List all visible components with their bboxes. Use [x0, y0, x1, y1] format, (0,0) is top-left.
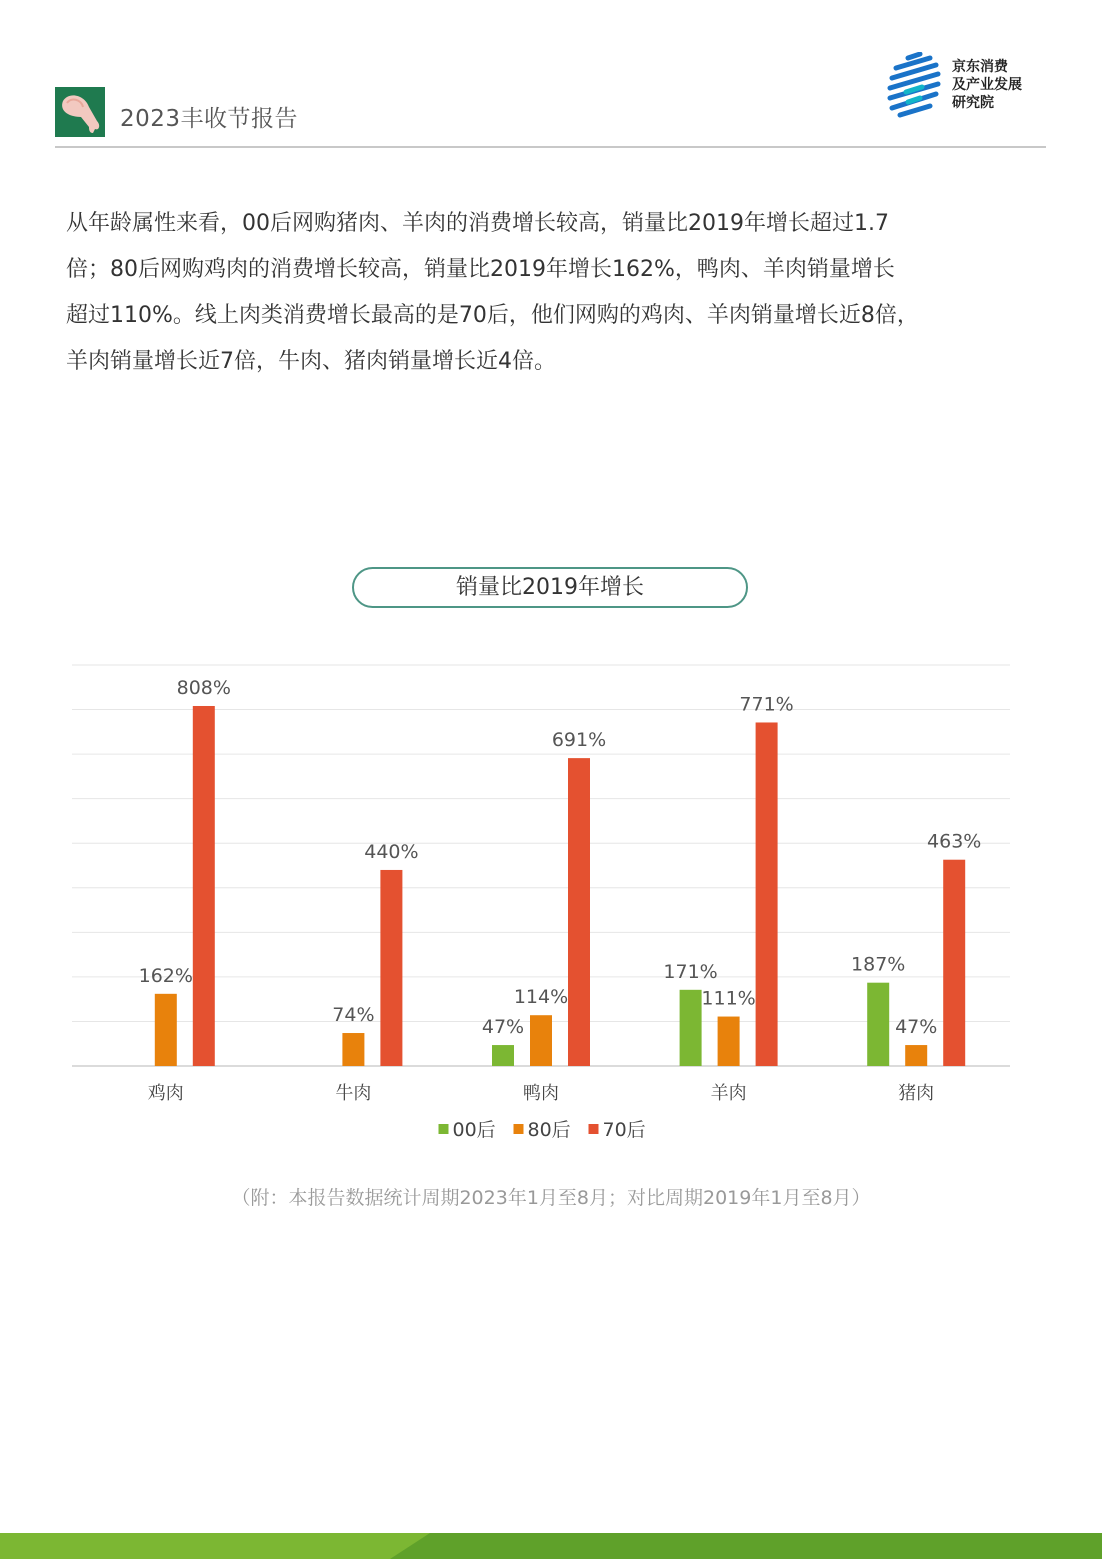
bar [943, 860, 965, 1066]
legend-swatch [514, 1124, 524, 1134]
bar [680, 990, 702, 1066]
x-tick-label: 牛肉 [335, 1083, 372, 1104]
x-tick-label: 猪肉 [898, 1083, 935, 1104]
intro-line: 超过110%。线上肉类消费增长最高的是70后，他们网购的鸡肉、羊肉销量增长近8倍， [66, 303, 919, 328]
bar [568, 758, 590, 1066]
data-label: 440% [364, 840, 419, 863]
bar [905, 1045, 927, 1066]
bar [867, 983, 889, 1066]
data-label: 808% [176, 676, 231, 699]
data-label: 47% [481, 1016, 525, 1039]
data-label: 771% [739, 693, 794, 716]
x-tick-label: 鸭肉 [523, 1083, 559, 1104]
intro-line: 倍；80后网购鸡肉的消费增长较高，销量比2019年增长162%，鸭肉、羊肉销量增长 [66, 257, 895, 282]
bar-chart [0, 640, 1102, 1160]
chicken-leg-icon [55, 87, 105, 137]
bar [155, 994, 177, 1066]
page-title: 2023丰收节报告 [120, 106, 299, 132]
logo-line: 研究院 [952, 95, 994, 111]
bar [492, 1045, 514, 1066]
bar [530, 1015, 552, 1066]
data-label: 47% [895, 1016, 938, 1039]
footer-band [0, 1533, 1102, 1559]
data-label: 114% [513, 986, 569, 1009]
bar [380, 870, 402, 1066]
data-label: 463% [927, 830, 982, 853]
data-label: 162% [138, 964, 193, 987]
intro-line: 从年龄属性来看，00后网购猪肉、羊肉的消费增长较高，销量比2019年增长超过1.7 [66, 211, 889, 236]
legend-label: 70后 [602, 1119, 646, 1141]
x-tick-label: 鸡肉 [147, 1083, 184, 1104]
bar [718, 1017, 740, 1066]
logo-line: 及产业发展 [952, 77, 1022, 93]
logo-line: 京东消费 [952, 59, 1008, 75]
x-tick-label: 羊肉 [710, 1083, 747, 1104]
data-label: 74% [332, 1004, 375, 1027]
bar [193, 706, 215, 1066]
legend-swatch [589, 1124, 599, 1134]
legend-label: 80后 [527, 1119, 571, 1141]
bar [756, 722, 778, 1066]
footnote: （附：本报告数据统计周期2023年1月至8月；对比周期2019年1月至8月） [231, 1187, 871, 1209]
intro-paragraph [66, 201, 1056, 385]
header-divider [55, 146, 1046, 148]
bar [342, 1033, 364, 1066]
chart-title: 销量比2019年增长 [352, 567, 748, 608]
intro-line: 羊肉销量增长近7倍，牛肉、猪肉销量增长近4倍。 [66, 349, 556, 374]
jd-institute-logo [886, 52, 942, 118]
data-label: 691% [551, 729, 607, 752]
logo-text [952, 58, 1022, 112]
data-label: 187% [851, 953, 906, 976]
data-label: 111% [701, 987, 756, 1010]
data-label: 171% [663, 960, 718, 983]
legend-swatch [439, 1124, 449, 1134]
legend-label: 00后 [452, 1119, 496, 1141]
